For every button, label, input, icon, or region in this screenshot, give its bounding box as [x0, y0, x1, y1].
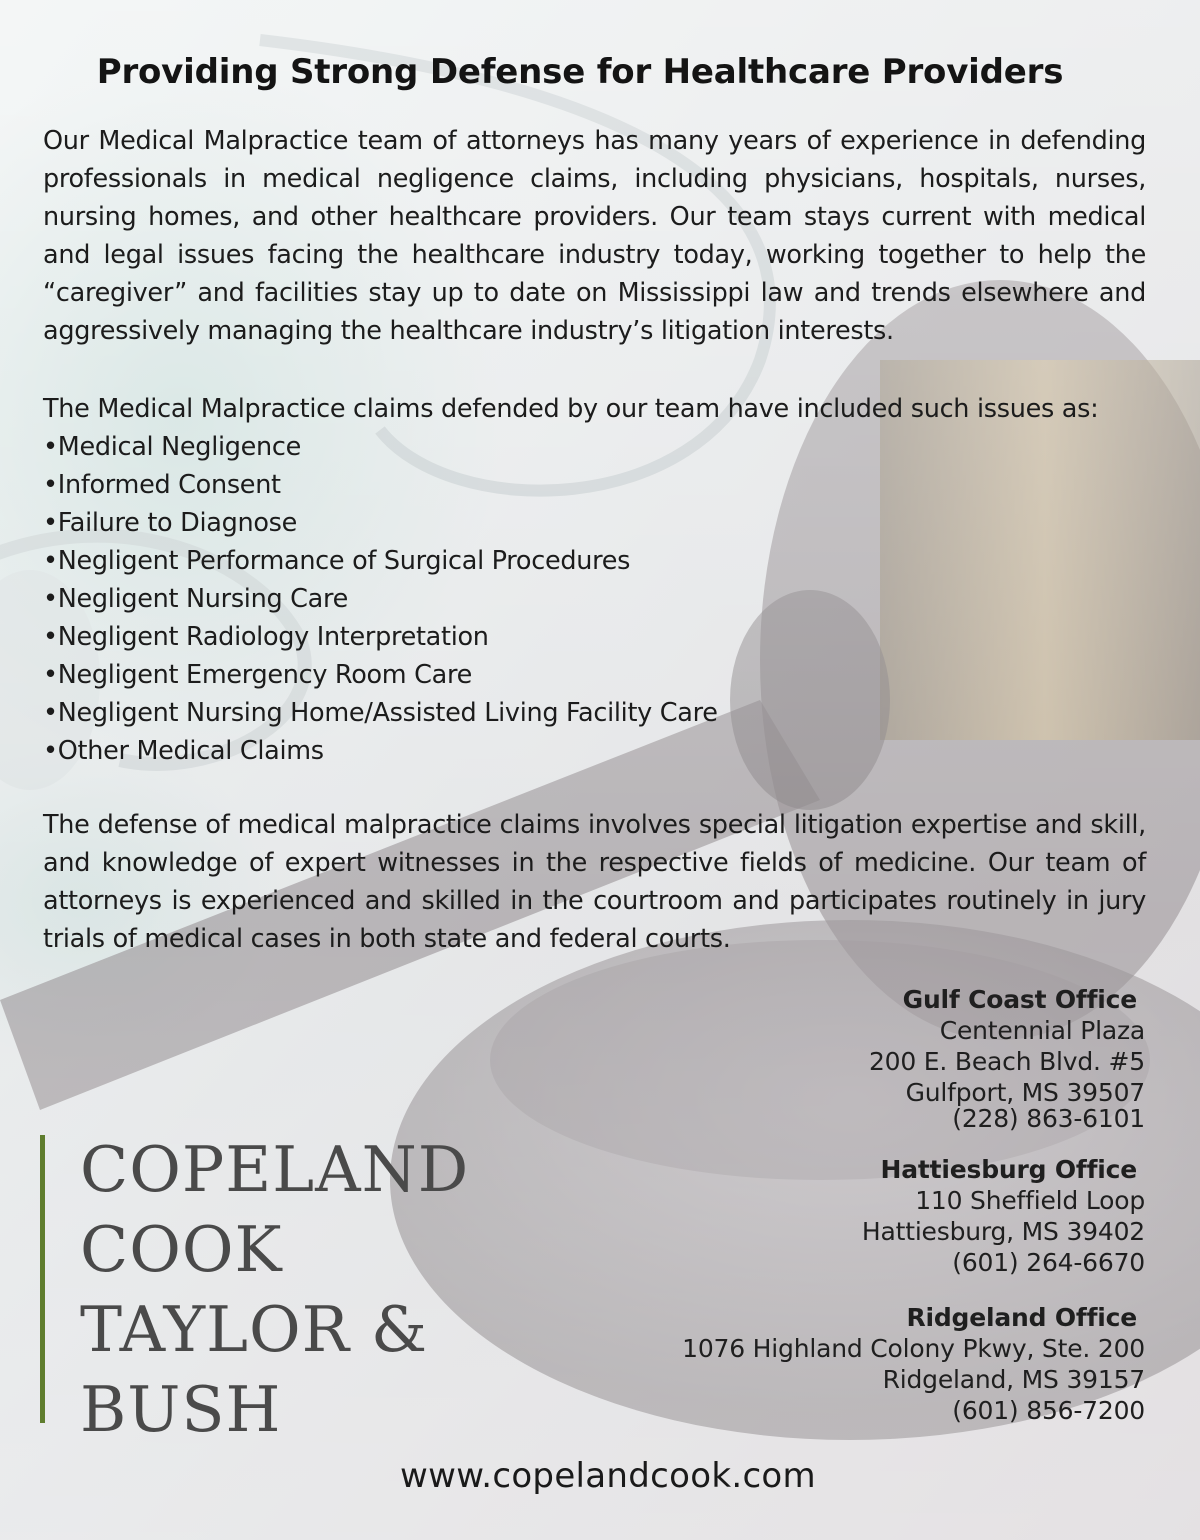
office-gulf-coast [682, 984, 1145, 1133]
office-phone: (601) 856-7200 [952, 1396, 1145, 1425]
office-locations [682, 984, 1145, 1450]
issues-list [43, 428, 718, 770]
office-name: Hattiesburg Office [880, 1155, 1137, 1184]
office-address-line: Gulfport, MS 39507 [905, 1078, 1145, 1107]
office-address-line: 110 Sheffield Loop [915, 1186, 1145, 1215]
office-ridgeland [682, 1302, 1145, 1426]
office-name: Ridgeland Office [906, 1303, 1137, 1332]
office-address-line: 200 E. Beach Blvd. #5 [868, 1047, 1145, 1076]
office-address-line: Ridgeland, MS 39157 [882, 1365, 1145, 1394]
logo-line: COPELAND [80, 1133, 470, 1206]
list-item: •Negligent Radiology Interpretation [43, 622, 489, 652]
list-item: •Negligent Nursing Care [43, 584, 348, 614]
firm-logo [80, 1130, 469, 1450]
logo-line: BUSH [80, 1373, 282, 1446]
issues-heading: The Medical Malpractice claims defended by our team have included such issues as: [43, 394, 1099, 424]
office-hattiesburg [682, 1154, 1145, 1278]
list-item: •Negligent Performance of Surgical Procedures [43, 546, 631, 576]
logo-line: COOK [80, 1213, 283, 1286]
office-address-line: Centennial Plaza [939, 1016, 1145, 1045]
list-item: •Failure to Diagnose [43, 508, 298, 538]
office-phone: (228) 863-6101 [952, 1104, 1145, 1133]
intro-paragraph: Our Medical Malpractice team of attorneys has many years of experience in defending professionals in medical negligence claims, including physicians, hospitals, nurses, nursing homes, and other healthcare providers. Our team stays current with medical and legal issues facing the healthcare industry today, working together to help the “caregiver” and facilities stay up to date on Mississippi law and trends elsewhere and aggressively managing the healthcare industry’s litigation interests. [43, 126, 1146, 346]
office-address-line: Hattiesburg, MS 39402 [861, 1217, 1145, 1246]
office-phone: (601) 264-6670 [952, 1248, 1145, 1277]
list-item: •Informed Consent [43, 470, 281, 500]
logo-accent-bar [40, 1135, 45, 1423]
logo-line: TAYLOR & [80, 1293, 429, 1366]
website-link[interactable]: www.copelandcook.com [400, 1456, 816, 1496]
list-item: •Negligent Emergency Room Care [43, 660, 472, 690]
closing-paragraph: The defense of medical malpractice claims involves special litigation expertise and skill, and knowledge of expert witnesses in the respective fields of medicine. Our team of attorneys is experienced and skilled in the courtroom and participates routinely in jury trials of medical cases in both state and federal courts. [43, 810, 1146, 954]
office-name: Gulf Coast Office [902, 985, 1137, 1014]
office-address-line: 1076 Highland Colony Pkwy, Ste. 200 [682, 1334, 1145, 1363]
list-item: •Negligent Nursing Home/Assisted Living Facility Care [43, 698, 718, 728]
list-item: •Medical Negligence [43, 432, 302, 462]
list-item: •Other Medical Claims [43, 736, 324, 766]
page-title: Providing Strong Defense for Healthcare Providers [96, 52, 1064, 92]
